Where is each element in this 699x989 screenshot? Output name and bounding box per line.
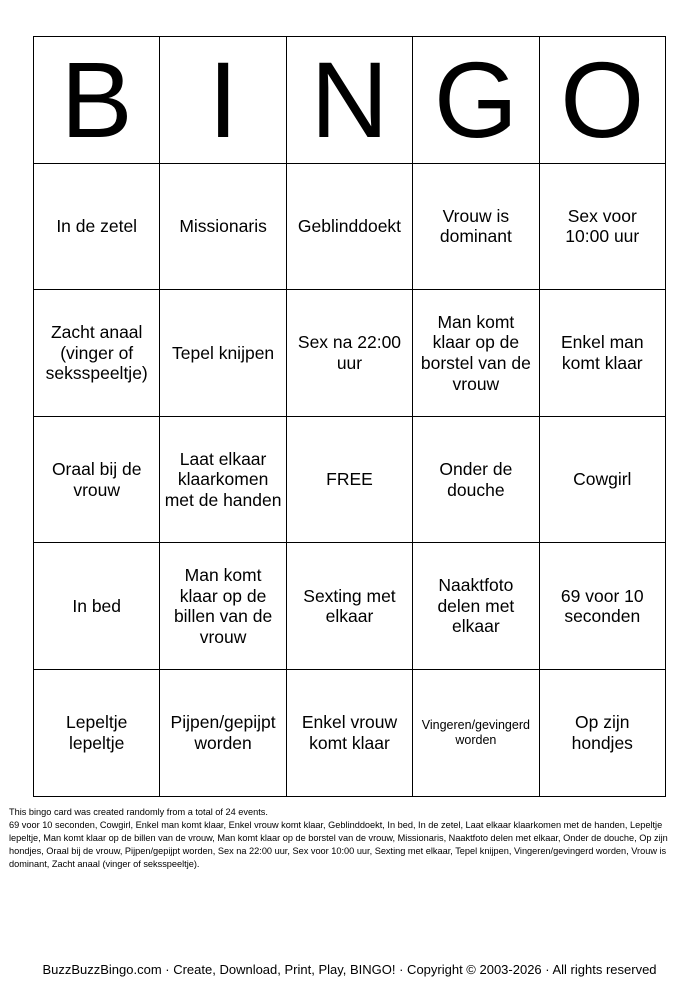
bingo-row-1 [34, 163, 666, 290]
bingo-cell: Pijpen/gepijpt worden [160, 669, 286, 796]
bingo-row-5 [34, 669, 666, 796]
bingo-cell: Cowgirl [539, 416, 665, 543]
bingo-cell: Lepeltje lepeltje [34, 669, 160, 796]
bingo-cell: Oraal bij de vrouw [34, 416, 160, 543]
bingo-cell: Vrouw is dominant [413, 163, 539, 290]
bingo-row-4 [34, 543, 666, 670]
bingo-cell: Enkel man komt klaar [539, 290, 665, 417]
bingo-row-2 [34, 290, 666, 417]
bingo-cell: Man komt klaar op de borstel van de vrouw [413, 290, 539, 417]
bingo-cell: In bed [34, 543, 160, 670]
bingo-cell: Tepel knijpen [160, 290, 286, 417]
bingo-cell: Enkel vrouw komt klaar [286, 669, 412, 796]
footer-copyright: BuzzBuzzBingo.com · Create, Download, Print, Play, BINGO! · Copyright © 2003-2026 · All rights reserved [42, 962, 657, 977]
free-space-cell: FREE [286, 416, 412, 543]
bingo-cell: Man komt klaar op de billen van de vrouw [160, 543, 286, 670]
bingo-card [33, 36, 666, 797]
bingo-cell: Missionaris [160, 163, 286, 290]
bingo-cell: Vingeren/gevingerd worden [413, 669, 539, 796]
header-letter-n: N [286, 37, 412, 164]
bingo-cell: Laat elkaar klaarkomen met de handen [160, 416, 286, 543]
bingo-cell: In de zetel [34, 163, 160, 290]
card-description-events: 69 voor 10 seconden, Cowgirl, Enkel man komt klaar, Enkel vrouw komt klaar, Geblinddoekt, In bed, In de zetel, Laat elkaar klaarkomen met de handen, Lepeltje lepeltje, Man komt klaar op de billen van de vrouw, Man komt klaar op de borstel van de vrouw, Missionaris, Naaktfoto delen met elkaar, Onder de douche, Op zijn hondjes, Oraal bij de vrouw, Pijpen/gepijpt worden, Sex na 22:00 uur, Sex voor 10:00 uur, Sexting met elkaar, Tepel knijpen, Vingeren/gevingerd worden, Vrouw is dominant, Zacht anaal (vinger of seksspeeltje). [9, 820, 668, 870]
header-letter-o: O [539, 37, 665, 164]
bingo-cell: Geblinddoekt [286, 163, 412, 290]
bingo-cell: Onder de douche [413, 416, 539, 543]
bingo-cell: Sex voor 10:00 uur [539, 163, 665, 290]
bingo-header-row [34, 37, 666, 164]
bingo-cell: 69 voor 10 seconden [539, 543, 665, 670]
bingo-cell: Sexting met elkaar [286, 543, 412, 670]
bingo-cell: Op zijn hondjes [539, 669, 665, 796]
bingo-row-3 [34, 416, 666, 543]
header-letter-i: I [160, 37, 286, 164]
card-description-intro: This bingo card was created randomly from a total of 24 events. [9, 807, 268, 817]
card-description [9, 806, 690, 871]
bingo-cell: Sex na 22:00 uur [286, 290, 412, 417]
bingo-cell: Zacht anaal (vinger of seksspeeltje) [34, 290, 160, 417]
header-letter-g: G [413, 37, 539, 164]
header-letter-b: B [34, 37, 160, 164]
bingo-cell: Naaktfoto delen met elkaar [413, 543, 539, 670]
